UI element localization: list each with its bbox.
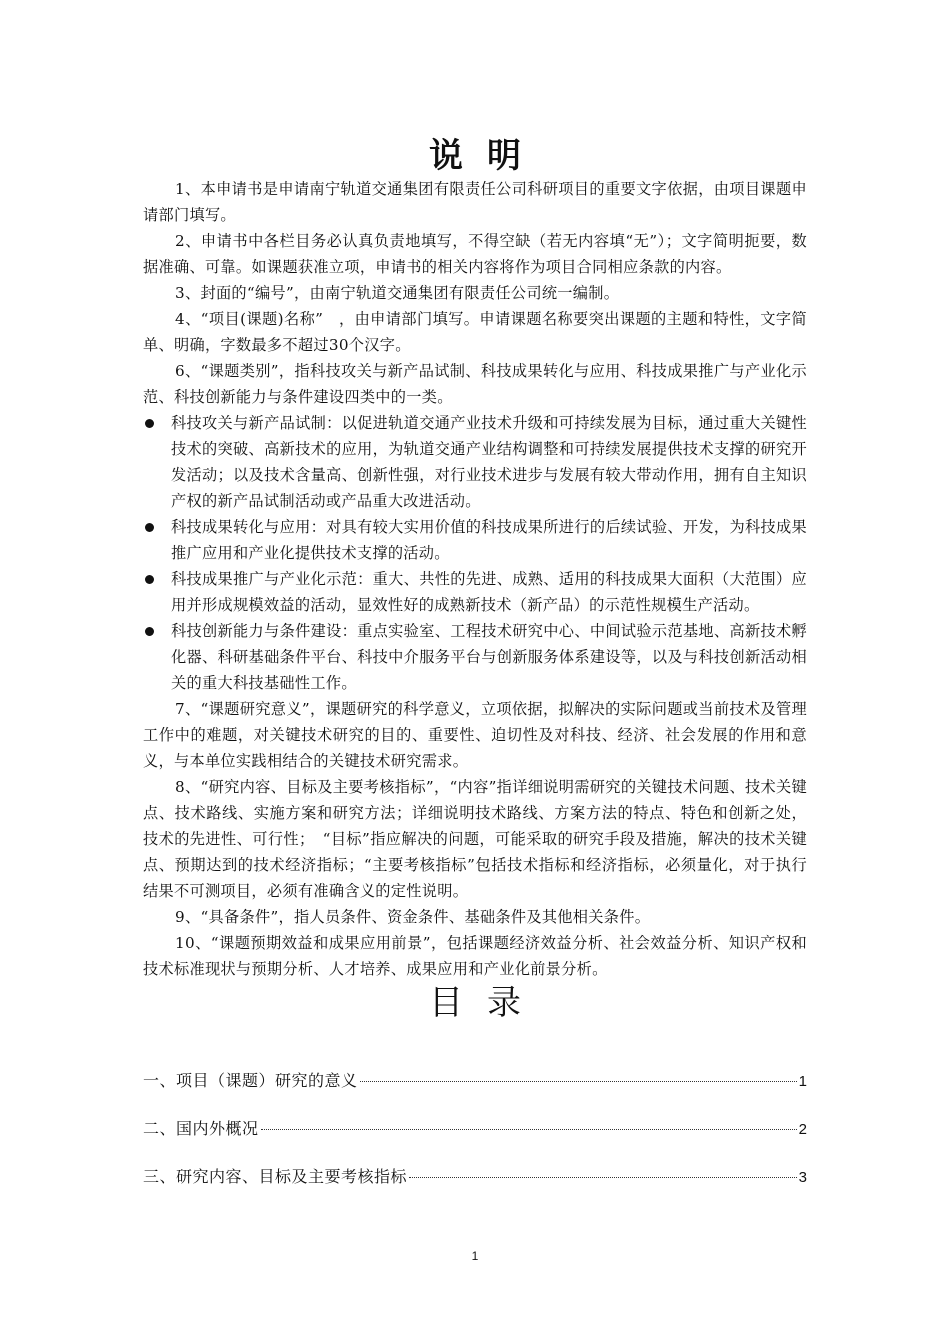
table-of-contents [143,1068,807,1212]
instruction-paragraph-4: 4、“项目(课题)名称” ，由申请部门填写。申请课题名称要突出课题的主题和特性，文字简单、明确，字数最多不超过30个汉字。 [143,310,807,354]
bullet-icon [145,627,154,636]
bullet-text: 科技成果转化与应用：对具有较大实用价值的科技成果所进行的后续试验、开发，为科技成果推广应用和产业化提供技术支撑的活动。 [171,518,807,562]
toc-leader-dots [261,1129,797,1130]
toc-entry-page[interactable]: 3 [798,1169,807,1186]
category-bullet-item [143,514,807,566]
toc-entry-label[interactable]: 一、项目（课题）研究的意义 [143,1071,358,1090]
bullet-text: 科技成果推广与产业化示范：重大、共性的先进、成熟、适用的科技成果大面积（大范围）应用并形成规模效益的活动，显效性好的成熟新技术（新产品）的示范性规模生产活动。 [171,570,807,614]
section-title-instructions: 说明 [429,136,545,176]
instruction-paragraph-1: 1、本申请书是申请南宁轨道交通集团有限责任公司科研项目的重要文字依据，由项目课题申请部门填写。 [143,180,807,224]
toc-entry-label[interactable]: 三、研究内容、目标及主要考核指标 [143,1167,408,1186]
bullet-icon [145,419,154,428]
instructions-body [143,176,807,982]
category-bullet-item [143,618,807,696]
instruction-paragraph-9: 9、“具备条件”，指人员条件、资金条件、基础条件及其他相关条件。 [175,908,651,926]
toc-entry[interactable] [143,1164,807,1188]
toc-entry-page[interactable]: 1 [798,1073,807,1090]
instruction-paragraph-10: 10、“课题预期效益和成果应用前景”，包括课题经济效益分析、社会效益分析、知识产权和技术标准现状与预期分析、人才培养、成果应用和产业化前景分析。 [143,934,807,978]
page-number: 1 [471,1249,479,1263]
toc-entry-label[interactable]: 二、国内外概况 [143,1119,259,1138]
toc-entry[interactable] [143,1116,807,1140]
instruction-paragraph-6: 6、“课题类别”，指科技攻关与新产品试制、科技成果转化与应用、科技成果推广与产业化示范、科技创新能力与条件建设四类中的一类。 [143,362,807,406]
toc-entry[interactable] [143,1068,807,1092]
category-bullet-item [143,566,807,618]
instruction-paragraph-7: 7、“课题研究意义”，课题研究的科学意义，立项依据，拟解决的实际问题或当前技术及管理工作中的难题，对关键技术研究的目的、重要性、迫切性及对科技、经济、社会发展的作用和意义，与本单位实践相结合的关键技术研究需求。 [143,700,807,770]
category-bullet-item [143,410,807,514]
bullet-text: 科技创新能力与条件建设：重点实验室、工程技术研究中心、中间试验示范基地、高新技术孵化器、科研基础条件平台、科技中介服务平台与创新服务体系建设等，以及与科技创新活动相关的重大科技基础性工作。 [171,622,807,692]
bullet-text: 科技攻关与新产品试制：以促进轨道交通产业技术升级和可持续发展为目标，通过重大关键性技术的突破、高新技术的应用，为轨道交通产业结构调整和可持续发展提供技术支撑的研究开发活动；以及技术含量高、创新性强，对行业技术进步与发展有较大带动作用，拥有自主知识产权的新产品试制活动或产品重大改进活动。 [171,414,807,510]
section-title-contents: 目录 [429,983,545,1023]
instruction-paragraph-3: 3、封面的“编号”，由南宁轨道交通集团有限责任公司统一编制。 [175,284,620,302]
toc-entry-page[interactable]: 2 [798,1121,807,1138]
toc-leader-dots [409,1177,797,1178]
instruction-paragraph-8: 8、“研究内容、目标及主要考核指标”，“内容”指详细说明需研究的关键技术问题、技术关键点、技术路线、实施方案和研究方法；详细说明技术路线、方案方法的特点、特色和创新之处，技术的先进性、可行性； “目标”指应解决的问题，可能采取的研究手段及措施，解决的技术关键点、预期达到的技术经济指标；“主要考核指标”包括技术指标和经济指标，必须量化，对于执行结果不可测项目，必须有准确含义的定性说明。 [143,778,807,900]
toc-leader-dots [360,1081,797,1082]
bullet-icon [145,523,154,532]
instruction-paragraph-2: 2、申请书中各栏目务必认真负责地填写，不得空缺（若无内容填“无”）；文字简明扼要，数据准确、可靠。如课题获准立项，申请书的相关内容将作为项目合同相应条款的内容。 [143,232,807,276]
bullet-icon [145,575,154,584]
